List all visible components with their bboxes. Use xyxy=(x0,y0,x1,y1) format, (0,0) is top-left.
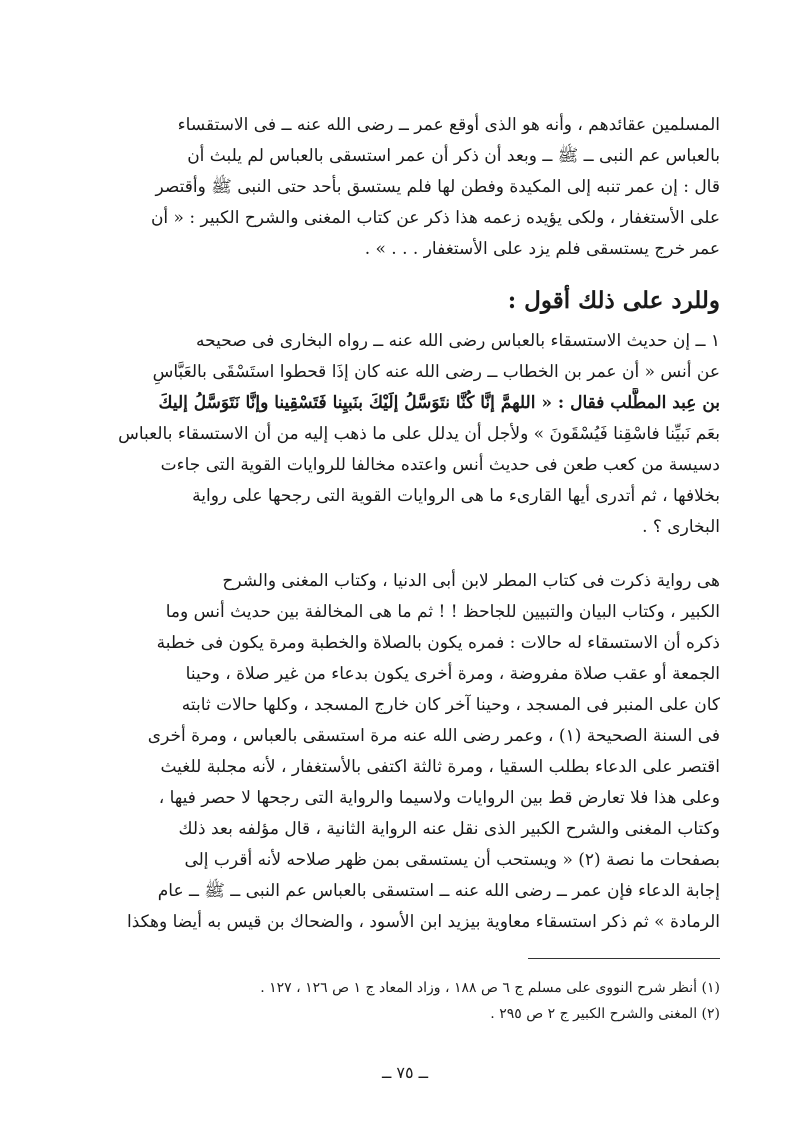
text-line: بخلافها ، ثم أتدرى أيها القارىء ما هى الروايات القوية التى رجحها على رواية xyxy=(192,486,720,506)
section-heading: وللرد على ذلك أقول : xyxy=(507,287,720,314)
text-line: قال : إن عمر تنبه إلى المكيدة وفطن لها فلم يستسق بأحد حتى النبى ﷺ وأقتصر xyxy=(155,177,720,197)
text-line: الكبير ، وكتاب البيان والتبيين للجاحظ ! ! ثم ما هى المخالفة بين حديث أنس وما xyxy=(165,602,720,622)
page-number: ــ ٧٥ ــ xyxy=(381,1063,429,1082)
text-line: فى السنة الصحيحة (١) ، وعمر رضى الله عنه مرة استسقى بالعباس ، ومرة أخرى xyxy=(147,726,720,746)
paragraph-2 xyxy=(112,326,720,543)
footnote-2: (٢) المغنى والشرح الكبير ج ٢ ص ٢٩٥ . xyxy=(490,1006,720,1022)
footnotes xyxy=(112,975,720,1027)
text-line: دسيسة من كعب طعن فى حديث أنس واعتده مخالفا للروايات القوية التى جاءت xyxy=(160,455,720,475)
text-line: اقتصر على الدعاء بطلب السقيا ، ومرة ثالثة اكتفى بالأستغفار ، لأنه مجلبة للغيث xyxy=(160,757,720,777)
text-line: بصفحات ما نصة (٢) « ويستحب أن يستسقى بمن ظهر صلاحه لأنه أقرب إلى xyxy=(184,850,720,870)
text-line: ١ ــ إن حديث الاستسقاء بالعباس رضى الله عنه ــ رواه البخارى فى صحيحه xyxy=(196,331,720,351)
text-line: وكتاب المغنى والشرح الكبير الذى نقل عنه الرواية الثانية ، قال مؤلفه بعد ذلك xyxy=(178,819,720,839)
text-line: الرمادة » ثم ذكر استسقاء معاوية بيزيد ابن الأسود ، والضحاك بن قيس به أيضا وهكذا xyxy=(126,912,720,932)
paragraph-1 xyxy=(112,110,720,265)
text-line: وعلى هذا فلا تعارض قط بين الروايات ولاسيما والرواية التى رجحها لا حصر فيها ، xyxy=(158,788,720,808)
text-line: بعَم نَبيِّنا فاسْقِنا فَيُسْقَونَ » ولأجل أن يدلل على ما ذهب إليه من أن الاستسقاء بالعباس xyxy=(118,424,720,444)
text-line: على الأستغفار ، ولكى يؤيده زعمه هذا ذكر عن كتاب المغنى والشرح الكبير : « أن xyxy=(150,208,720,228)
text-line: عمر خرج يستسقى فلم يزد على الأستغفار . . . » . xyxy=(364,239,720,259)
footnote-divider xyxy=(528,958,720,959)
text-line: إجابة الدعاء فإن عمر ــ رضى الله عنه ــ استسقى بالعباس عم النبى ــ ﷺ ــ عام xyxy=(157,881,720,901)
text-line: بن عِبد المطَّلب فقال : « اللهمَّ إنَّا كُنَّا نتَوَسَّلُ إلَيْكَ بنَبيِنا فَتَسْقِينا وإنَّا نَتَوَسَّلُ إليكَ xyxy=(158,393,720,413)
text-line: بالعباس عم النبى ــ ﷺ ــ وبعد أن ذكر أن عمر استسقى بالعباس لم يلبث أن xyxy=(187,146,720,166)
text-line: هى رواية ذكرت فى كتاب المطر لابن أبى الدنيا ، وكتاب المغنى والشرح xyxy=(222,571,720,591)
text-line: ذكره أن الاستسقاء له حالات : فمره يكون بالصلاة والخطبة ومرة يكون فى خطبة xyxy=(156,633,720,653)
text-line: الجمعة أو عقب صلاة مفروضة ، ومرة أخرى يكون بدعاء من غير صلاة ، وحينا xyxy=(185,664,720,684)
paragraph-3 xyxy=(112,566,720,938)
text-line: كان على المنبر فى المسجد ، وحينا آخر كان خارج المسجد ، وكلها حالات ثابته xyxy=(181,695,720,715)
text-line: عن أنس « أن عمر بن الخطاب ــ رضى الله عنه كان إذَا قحطوا استَسْقَى بالعَبَّاسِ xyxy=(152,362,720,382)
footnote-1: (١) أنظر شرح النووى على مسلم ج ٦ ص ١٨٨ ، وزاد المعاد ج ١ ص ١٢٦ ، ١٢٧ . xyxy=(260,980,720,996)
text-line: البخارى ؟ . xyxy=(642,517,720,537)
text-line: المسلمين عقائدهم ، وأنه هو الذى أوقع عمر ــ رضى الله عنه ــ فى الاستقساء xyxy=(177,115,720,135)
